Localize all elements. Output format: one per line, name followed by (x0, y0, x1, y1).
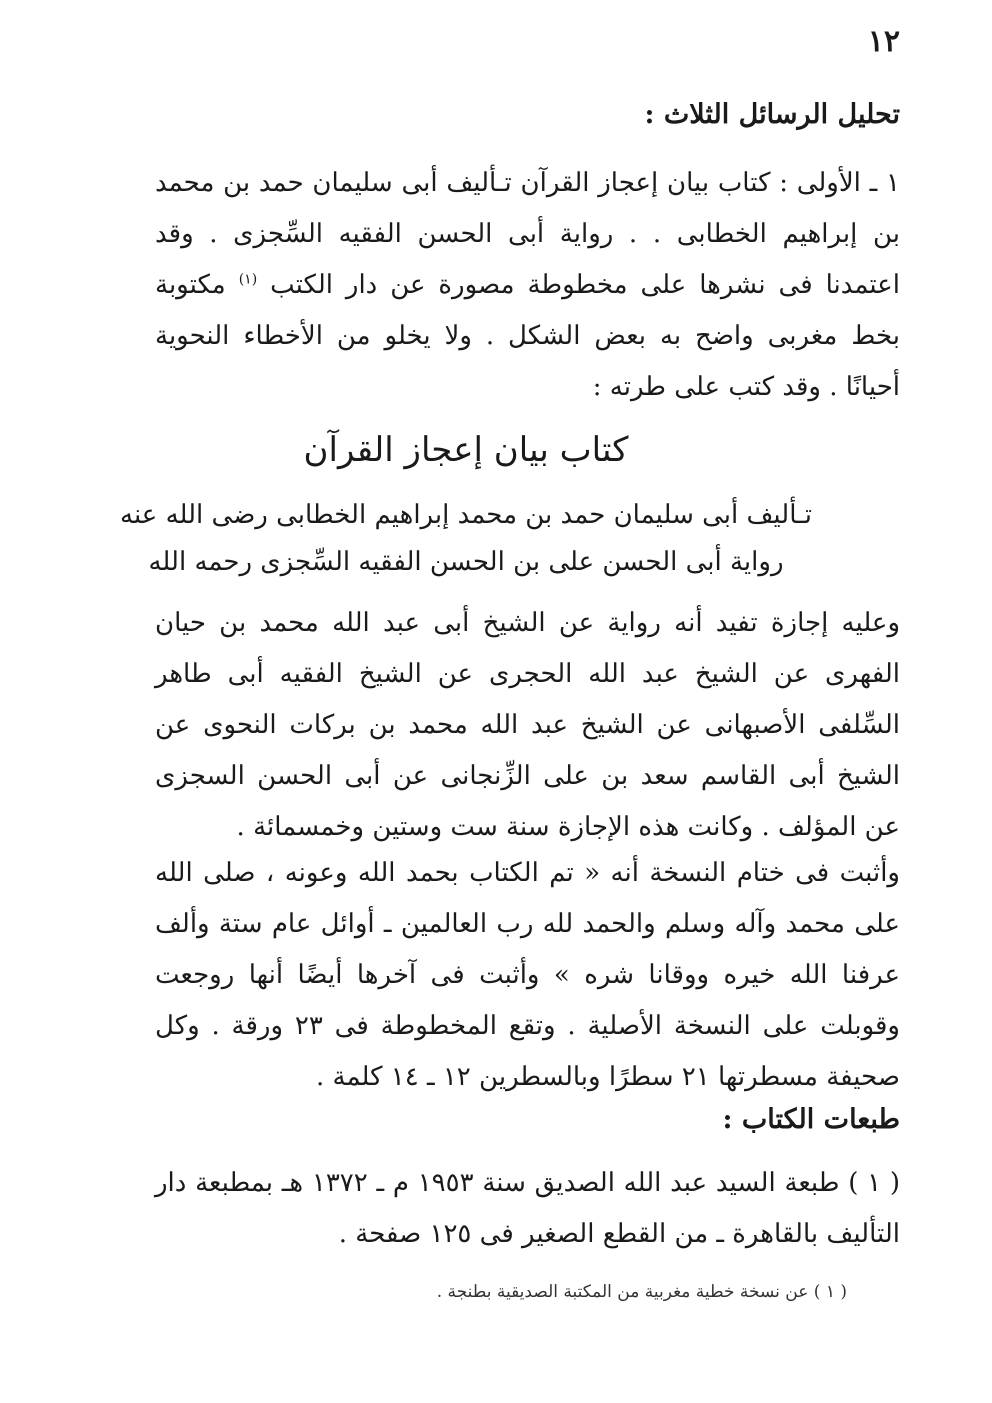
footnote-reference: (١) (238, 271, 258, 288)
manuscript-narrator-line: رواية أبى الحسن على بن الحسن الفقيه السِّجزى رحمه الله (148, 547, 784, 577)
paragraph-text-before-ref: ١ ـ الأولى : كتاب بيان إعجاز القرآن تـأليف أبى سليمان حمد بن محمد بن إبراهيم الخطابى . . رواية أبى الحسن الفقيه السِّجزى . وقد اعتمدنا فى نشرها على مخطوطة مصورة عن دار الكتب (155, 168, 900, 300)
paragraph-colophon: وأثبت فى ختام النسخة أنه « تم الكتاب بحمد الله وعونه ، صلى الله على محمد وآله وسلم والحمد لله رب العالمين ـ أوائل عام ستة وألف عرفنا الله خيره ووقانا شره » وأثبت فى آخرها أيضًا أنها روجعت وقوبلت على النسخة الأصلية . وتقع المخطوطة فى ٢٣ ورقة . وكل صحيفة مسطرتها ٢١ سطرًا وبالسطرين ١٢ ـ ١٤ كلمة . (155, 858, 900, 1092)
page-number: ١٢ (867, 24, 900, 59)
paragraph-edition-1: ( ١ ) طبعة السيد عبد الله الصديق سنة ١٩٥٣ م ـ ١٣٧٢ هـ بمطبعة دار التأليف بالقاهرة ـ من القطع الصغير فى ١٢٥ صفحة . (155, 1168, 900, 1249)
paragraph-ijaza: وعليه إجازة تفيد أنه رواية عن الشيخ أبى عبد الله محمد بن حيان الفهرى عن الشيخ عبد الله الحجرى عن الشيخ الفقيه أبى طاهر السِّلفى الأصبهانى عن الشيخ عبد الله محمد بن بركات النحوى عن الشيخ أبى القاسم سعد بن على الزِّنجانى عن أبى الحسن السجزى عن المؤلف . وكانت هذه الإجازة سنة ست وستين وخمسمائة . (155, 608, 900, 842)
manuscript-title: كتاب بيان إعجاز القرآن (303, 430, 629, 470)
manuscript-author-line: تـأليف أبى سليمان حمد بن محمد إبراهيم الخطابى رضى الله عنه (120, 500, 812, 530)
paragraph-text-after-ref: مكتوبة بخط مغربى واضح به بعض الشكل . ولا يخلو من الأخطاء النحوية أحيانًا . وقد كتب على طرته : (155, 270, 900, 402)
section-heading-editions: طبعات الكتاب : (722, 1104, 900, 1135)
section-heading-analysis: تحليل الرسائل الثلاث : (644, 99, 900, 130)
footnote: ( ١ ) عن نسخة خطية مغربية من المكتبة الصديقية بطنجة . (436, 1282, 847, 1302)
paragraph-first-treatise (155, 158, 900, 413)
